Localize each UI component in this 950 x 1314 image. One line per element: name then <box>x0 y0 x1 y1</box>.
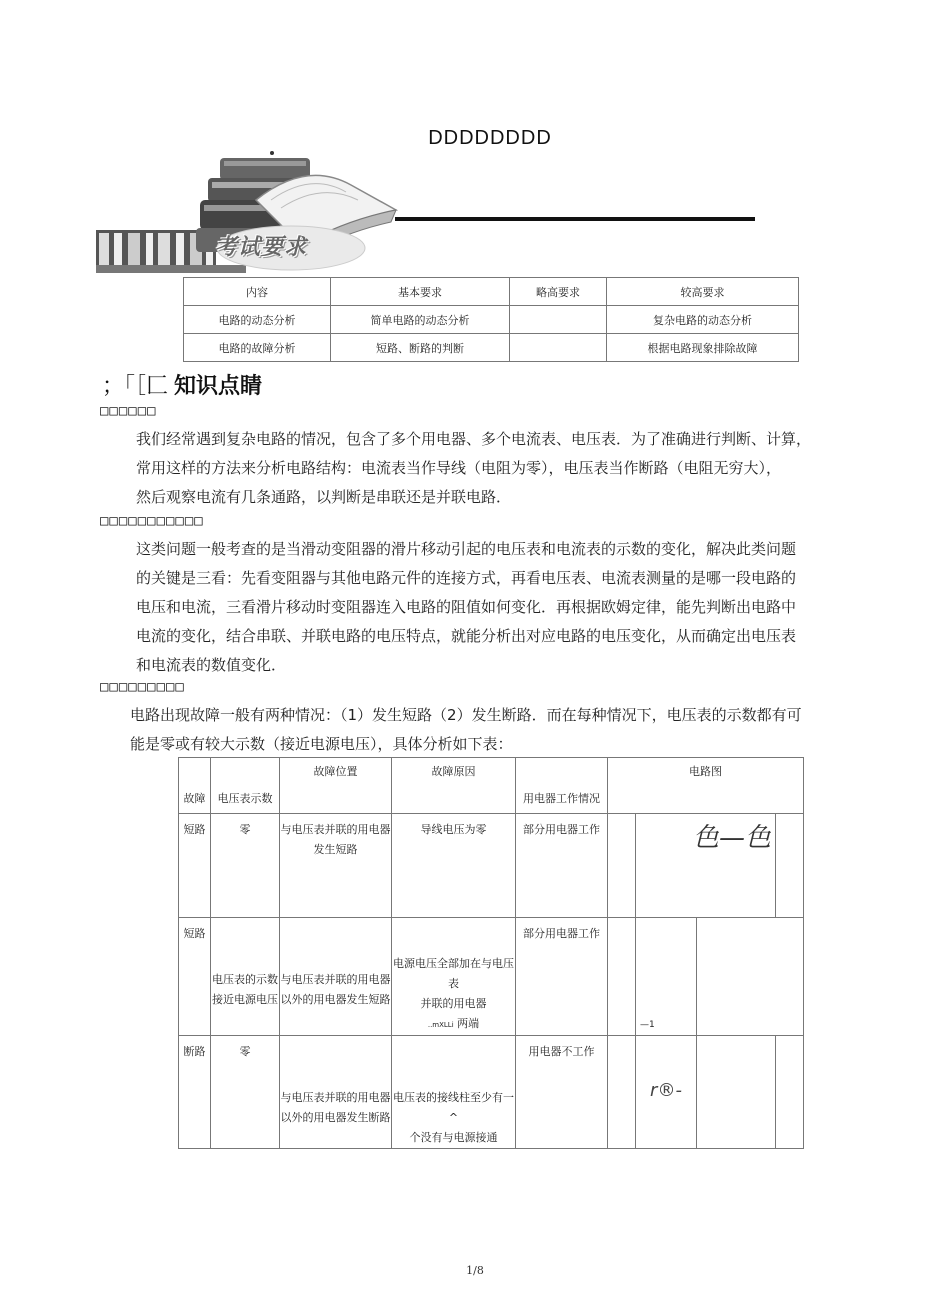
cell-line: 个没有与电源接通 <box>409 1131 498 1144</box>
cell-line: 电压表的示数 <box>212 973 278 986</box>
table-cell <box>211 918 280 1036</box>
paragraph-line: 这类问题一般考查的是当滑动变阻器的滑片移动引起的电压表和电流表的示数的变化，解决此类问题 <box>136 540 797 558</box>
cell-line: 与电压表并联的用电器 <box>280 823 391 836</box>
diagram-cell <box>776 814 804 918</box>
paragraph-line: 和电流表的数值变化． <box>136 656 287 674</box>
header-cell: 内容 <box>184 278 331 306</box>
table-cell <box>280 814 392 918</box>
paragraph-line: 电路出现故障一般有两种情况：（1）发生短路（2）发生断路．而在每种情况下，电压表的示数都有可 <box>130 706 802 724</box>
diagram-cell <box>608 814 636 918</box>
table-cell <box>392 1036 516 1149</box>
table-cell: 部分用电器工作 <box>516 814 608 918</box>
banner-illustration <box>96 150 766 275</box>
table-cell: 电路的故障分析 <box>184 334 331 362</box>
block-heading: □□□□□□□□□□□ <box>100 513 204 529</box>
header-cell: 电压表示数 <box>211 758 280 814</box>
table-row <box>179 814 804 918</box>
table-header-row <box>179 758 804 814</box>
circuit-diagram-label: r®- <box>650 1080 682 1101</box>
paragraph-line: 电压和电流，三看滑片移动时变阻器连入电路的阻值如何变化．再根据欧姆定律，能先判断出电路中 <box>136 598 797 616</box>
circuit-diagram-label: —1 <box>640 1020 655 1030</box>
table-cell: 根据电路现象排除故障 <box>607 334 799 362</box>
cell-line: 电源电压全部加在与电压表 <box>393 957 514 990</box>
table-cell <box>280 1036 392 1149</box>
table-row <box>179 918 804 1036</box>
table-cell: 用电器不工作 <box>516 1036 608 1149</box>
section-prefix: ；「［匚 <box>102 374 169 399</box>
table-cell: 部分用电器工作 <box>516 918 608 1036</box>
cell-line-small: ..mXLLi <box>427 1021 454 1029</box>
cell-line <box>392 1014 515 1035</box>
paragraph-line: 常用这样的方法来分析电路结构：电流表当作导线（电阻为零），电压表当作断路（电阻无穷大）， <box>136 459 782 477</box>
table-cell: 复杂电路的动态分析 <box>607 306 799 334</box>
table-row <box>184 306 799 334</box>
document-title: DDDDDDDD <box>428 127 552 149</box>
table-cell: 短路 <box>179 814 211 918</box>
block-paragraph <box>136 535 796 680</box>
header-cell: 较高要求 <box>607 278 799 306</box>
table-cell: 零 <box>211 814 280 918</box>
block-paragraph <box>130 701 802 759</box>
diagram-cell <box>776 1036 804 1149</box>
section-title: 知识点睛 <box>174 374 263 399</box>
paragraph-line: 然后观察电流有几条通路，以判断是串联还是并联电路． <box>136 488 512 506</box>
block-heading: □□□□□□□□□ <box>100 679 185 695</box>
banner-label: 考试要求 <box>215 235 308 260</box>
cell-line: 并联的用电器 <box>420 997 487 1010</box>
cell-line: 与电压表并联的用电器 <box>280 1091 391 1104</box>
table-cell <box>510 334 607 362</box>
header-cell: 电路图 <box>608 758 804 814</box>
cell-line-end: 两端 <box>457 1017 480 1030</box>
page-number: 1/8 <box>466 1264 484 1277</box>
table-header-row <box>184 278 799 306</box>
section-header <box>102 369 262 400</box>
diagram-cell <box>697 1036 776 1149</box>
banner-dot <box>270 151 274 155</box>
requirements-table <box>183 277 799 362</box>
header-cell: 故障 <box>179 758 211 814</box>
header-cell: 故障位置 <box>280 758 392 814</box>
diagram-cell <box>636 814 776 918</box>
table-cell: 导线电压为零 <box>392 814 516 918</box>
paragraph-line: 的关键是三看：先看变阻器与其他电路元件的连接方式，再看电压表、电流表测量的是哪一段电路的 <box>136 569 797 587</box>
header-cell: 用电器工作情况 <box>516 758 608 814</box>
paragraph-line: 我们经常遇到复杂电路的情况，包含了多个用电器、多个电流表、电压表．为了准确进行判断、计算， <box>136 430 812 448</box>
table-cell: 简单电路的动态分析 <box>331 306 510 334</box>
fault-analysis-table <box>178 757 804 1149</box>
diagram-cell <box>636 1036 697 1149</box>
diagram-cell <box>697 918 804 1036</box>
table-cell: 零 <box>211 1036 280 1149</box>
table-cell <box>280 918 392 1036</box>
table-row <box>179 1036 804 1149</box>
table-cell: 断路 <box>179 1036 211 1149</box>
cell-line: 与电压表并联的用电器 <box>280 973 391 986</box>
table-cell <box>510 306 607 334</box>
table-cell: 电路的动态分析 <box>184 306 331 334</box>
banner-rule <box>395 217 755 221</box>
table-cell <box>392 918 516 1036</box>
circuit-diagram-label: 色—色 <box>692 823 771 853</box>
header-cell: 略高要求 <box>510 278 607 306</box>
header-cell: 故障原因 <box>392 758 516 814</box>
diagram-cell <box>608 1036 636 1149</box>
diagram-cell <box>608 918 636 1036</box>
cell-line: 发生短路 <box>313 843 358 856</box>
paragraph-line: 电流的变化，结合串联、并联电路的电压特点，就能分析出对应电路的电压变化，从而确定出电压表 <box>136 627 797 645</box>
table-row <box>184 334 799 362</box>
cell-line: 以外的用电器发生断路 <box>280 1111 391 1124</box>
header-cell: 基本要求 <box>331 278 510 306</box>
cell-line: 电压表的接线柱至少有一^ <box>393 1091 514 1124</box>
cell-line: 接近电源电压 <box>212 993 278 1006</box>
table-cell: 短路、断路的判断 <box>331 334 510 362</box>
block-paragraph <box>136 425 811 512</box>
paragraph-line: 能是零或有较大示数（接近电源电压），具体分析如下表： <box>130 735 513 753</box>
cell-line: 以外的用电器发生短路 <box>280 993 391 1006</box>
block-heading: □□□□□□ <box>100 403 157 419</box>
table-cell: 短路 <box>179 918 211 1036</box>
diagram-cell <box>636 918 697 1036</box>
